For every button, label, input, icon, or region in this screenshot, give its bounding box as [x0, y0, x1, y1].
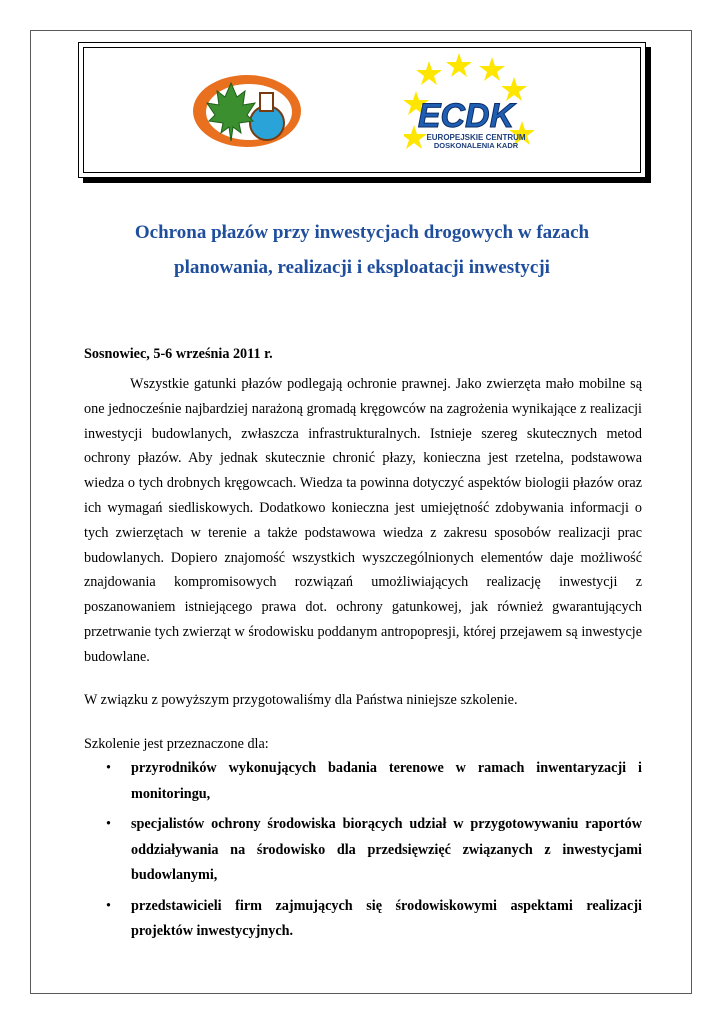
ecdk-acronym: ECDK [417, 97, 515, 135]
audience-item-text: specjalistów ochrony środowiska biorących udział w przygotowywaniu raportów oddziaływania na środowisko dla przedsięwzięć związanych z inwestycjami budowlanymi, [131, 816, 642, 883]
description-paragraph: Wszystkie gatunki płazów podlegają ochronie prawnej. Jako zwierzęta mało mobilne są one jednocześnie najbardziej narażoną gromadą kręgowców na zagrożenia wynikające z realizacji inwestycji budowlanych, zwłaszcza infrastrukturalnych. Istnieje szereg skutecznych metod ochrony płazów. Aby jednak skutecznie chronić płazy, konieczna jest rzetelna, podstawowa wiedza o tych drobnych kręgowcach. Wiedza ta powinna dotyczyć aspektów biologii płazów oraz ich wymagań siedliskowych. Dodatkowo konieczna jest umiejętność zdobywania informacji o tych zwierzętach w terenie a także podstawowa wiedza z zakresu sposobów realizacji prac budowlanych. Dopiero znajomość wszystkich wyszczególnionych elementów daje możliwość znajdowania kompromisowych rozwiązań umożliwiających realizację inwestycji z poszanowaniem istniejącego prawa dot. ochrony gatunkowej, jak również gwarantujących przetrwanie tych zwierząt w środowisku poddanym antropopresji, której przejawem są inwestycje budowlane. [84, 376, 642, 665]
audience-intro: Szkolenie jest przeznaczone dla: [84, 736, 269, 752]
document-title-line1: Ochrona płazów przy inwestycjach drogowych w fazach [134, 222, 590, 243]
ecdk-logo-icon [404, 51, 534, 161]
header-inner-frame [83, 47, 641, 173]
bullet-icon: • [106, 760, 111, 776]
closing-sentence: W związku z powyższym przygotowaliśmy dla Państwa niniejsze szkolenie. [84, 692, 518, 708]
audience-list [84, 756, 642, 950]
location-date: Sosnowiec, 5-6 września 2011 r. [84, 346, 273, 362]
audience-item-text: przedstawicieli firm zajmujących się środowiskowymi aspektami realizacji projektów inwestycyjnych. [131, 897, 642, 939]
header-logo-frame [78, 42, 646, 178]
document-title-line2: planowania, realizacji i eksploatacji inwestycji [174, 257, 550, 278]
audience-item [84, 812, 642, 889]
ecdk-subtitle-line2: DOSKONALENIA KADR [433, 141, 519, 150]
audience-item [84, 894, 642, 945]
audience-item-text: przyrodników wykonujących badania terenowe w ramach inwentaryzacji i monitoringu, [131, 760, 642, 802]
bullet-icon: • [106, 897, 111, 914]
maple-leaf-flask-logo-icon [189, 71, 305, 151]
audience-item [84, 756, 642, 807]
ecdk-subtitle-line1: EUROPEJSKIE CENTRUM [426, 133, 526, 142]
bullet-icon: • [106, 816, 111, 832]
